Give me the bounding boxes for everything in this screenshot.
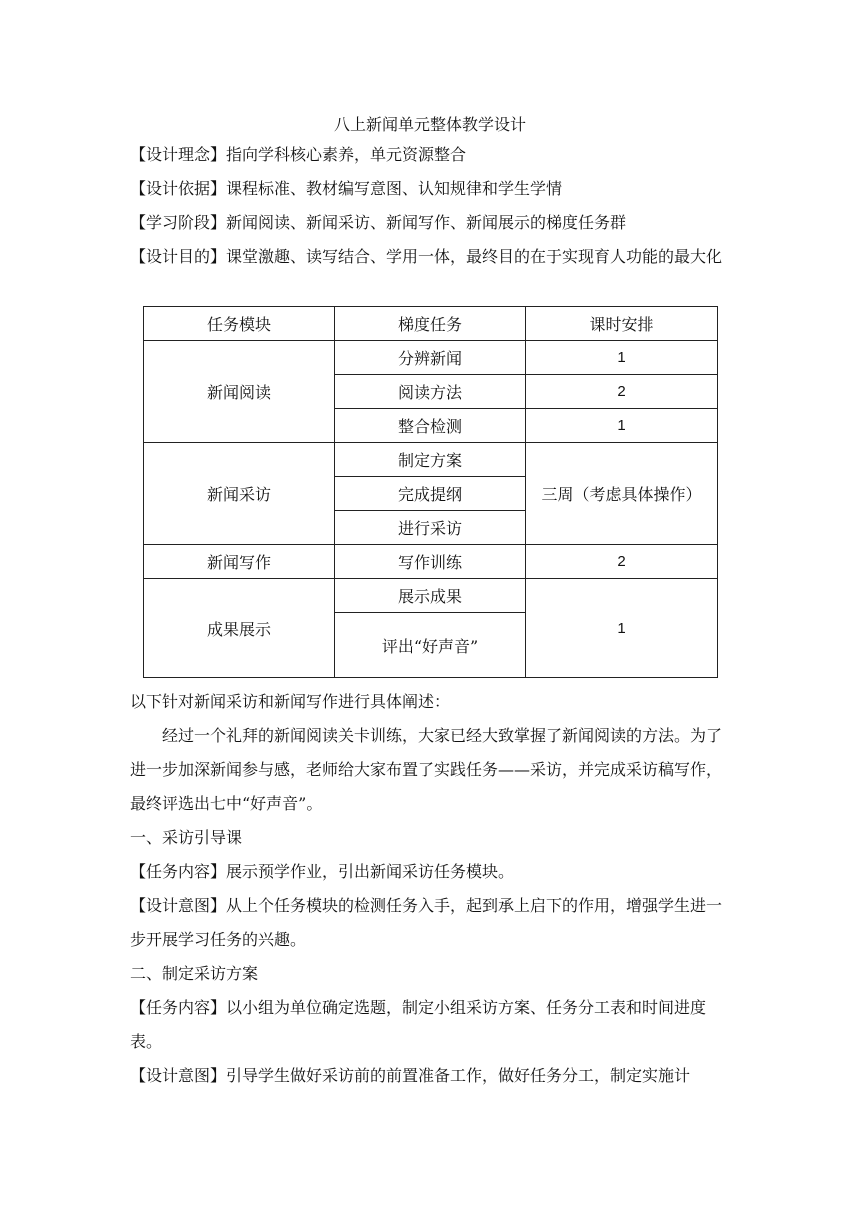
design-intent-2: 【设计意图】引导学生做好采访前的前置准备工作，做好任务分工，制定实施计 xyxy=(130,1066,691,1085)
body-lead: 以下针对新闻采访和新闻写作进行具体阐述： xyxy=(130,692,451,711)
design-basis: 【设计依据】课程标准、教材编写意图、认知规律和学生学情 xyxy=(130,179,563,198)
document-title: 八上新闻单元整体教学设计 xyxy=(333,115,526,134)
table-row xyxy=(144,443,718,477)
body-paragraph: 经过一个礼拜的新闻阅读关卡训练，大家已经大致掌握了新闻阅读的方法。为了进一步加深新闻参与感，老师给大家布置了实践任务——采访，并完成采访稿写作，最终评选出七中“好声音”。 xyxy=(130,726,723,813)
hours-cell: 三周（考虑具体操作） xyxy=(526,443,718,545)
hours-cell: 2 xyxy=(526,545,718,579)
header-task: 梯度任务 xyxy=(335,307,526,341)
header-hours: 课时安排 xyxy=(526,307,718,341)
task-cell: 阅读方法 xyxy=(335,375,526,409)
design-purpose: 【设计目的】课堂激趣、读写结合、学用一体，最终目的在于实现育人功能的最大化 xyxy=(130,247,723,266)
hours-cell: 1 xyxy=(526,579,718,678)
task-cell: 进行采访 xyxy=(335,511,526,545)
task-cell: 制定方案 xyxy=(335,443,526,477)
learning-stage: 【学习阶段】新闻阅读、新闻采访、新闻写作、新闻展示的梯度任务群 xyxy=(130,213,627,232)
task-cell: 分辨新闻 xyxy=(335,341,526,375)
module-cell: 新闻阅读 xyxy=(144,341,335,443)
task-cell: 整合检测 xyxy=(335,409,526,443)
module-cell: 新闻采访 xyxy=(144,443,335,545)
header-module: 任务模块 xyxy=(144,307,335,341)
hours-cell: 2 xyxy=(526,375,718,409)
task-content-2: 【任务内容】以小组为单位确定选题，制定小组采访方案、任务分工表和时间进度表。 xyxy=(130,998,707,1051)
module-cell: 成果展示 xyxy=(144,579,335,678)
table-header-row xyxy=(144,307,718,341)
design-concept: 【设计理念】指向学科核心素养，单元资源整合 xyxy=(130,145,467,164)
module-cell: 新闻写作 xyxy=(144,545,335,579)
table-row xyxy=(144,341,718,375)
task-cell: 写作训练 xyxy=(335,545,526,579)
table-row xyxy=(144,579,718,613)
table-row xyxy=(144,545,718,579)
section-heading-1: 一、采访引导课 xyxy=(130,828,243,847)
task-schedule-table xyxy=(143,306,718,678)
task-cell: 评出“好声音” xyxy=(335,613,526,678)
task-cell: 展示成果 xyxy=(335,579,526,613)
design-intent-1: 【设计意图】从上个任务模块的检测任务入手，起到承上启下的作用，增强学生进一步开展学习任务的兴趣。 xyxy=(130,896,723,949)
hours-cell: 1 xyxy=(526,409,718,443)
task-content-1: 【任务内容】展示预学作业，引出新闻采访任务模块。 xyxy=(130,862,515,881)
hours-cell: 1 xyxy=(526,341,718,375)
task-cell: 完成提纲 xyxy=(335,477,526,511)
section-heading-2: 二、制定采访方案 xyxy=(130,964,259,983)
